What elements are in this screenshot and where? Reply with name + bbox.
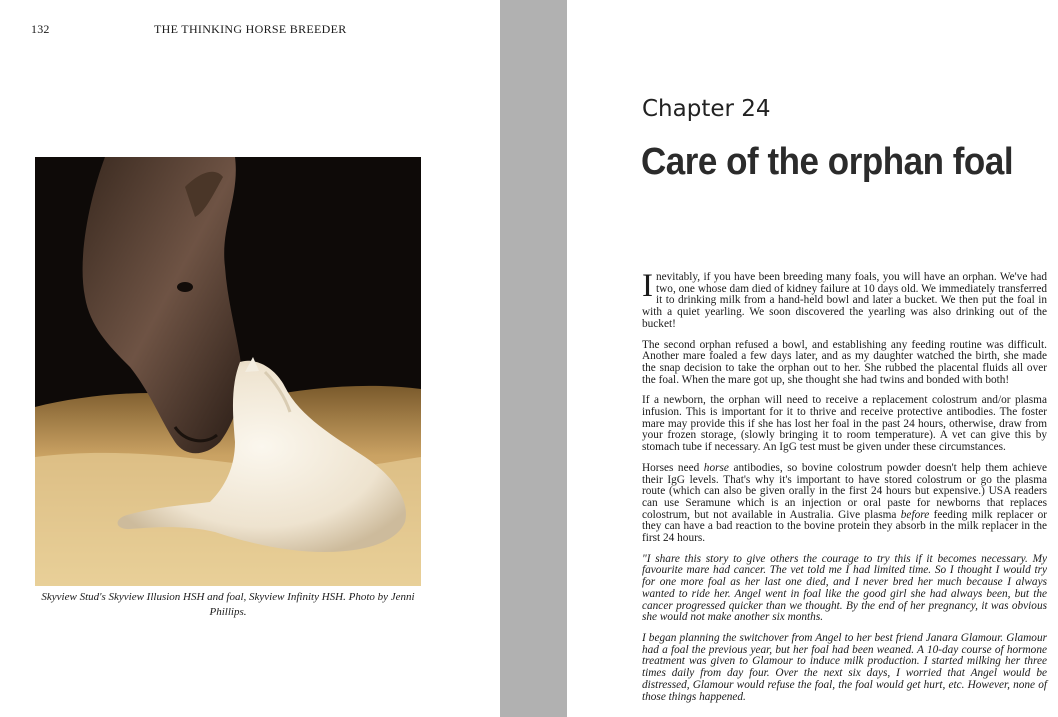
paragraph-2: The second orphan refused a bowl, and establishing any feeding routine was difficult. Another mare foaled a few days later, and as my daughter watched the birth, she made the snap decision to take the orphan out to her. She rubbed the placental fluids all over the foal. When the mare got up, she thought she had twins and bonded with both! xyxy=(642,338,1047,386)
paragraph-1-text: nevitably, if you have been breeding many foals, you will have an orphan. We've had two, one whose dam died of kidney failure at 10 days old. We immediately transferred it to drinking milk from a hand-held bowl and later a bucket. We then put the foal in with a quiet yearling. We soon discovered the yearling was also drinking out of the bucket! xyxy=(642,271,1047,330)
page-number: 132 xyxy=(31,22,50,36)
emphasis-before: before xyxy=(900,508,930,521)
left-page xyxy=(0,0,500,717)
paragraph-1 xyxy=(642,268,1047,331)
right-page xyxy=(567,0,1058,717)
photo-caption: Skyview Stud's Skyview Illusion HSH and foal, Skyview Infinity HSH. Photo by Jenni Phillips. xyxy=(41,591,415,618)
paragraph-4-part-c: feeding milk replacer or they can have a bad reaction to the bovine protein they absorb in the milk replacer in the first 24 hours. xyxy=(642,508,1047,545)
paragraph-3: If a newborn, the orphan will need to receive a replacement colostrum and/or plasma infusion. This is important for it to thrive and receive protective antibodies. The foster mare may provide this if she has lost her foal in the past 24 hours, otherwise, draw from your frozen storage, (slowly bringing it to room temperature). A vet can give this by stomach tube if necessary. An IgG test must be given under these circumstances. xyxy=(642,394,1047,454)
quote-paragraph-1: "I share this story to give others the courage to try this if it becomes necessary. My favourite mare had cancer. The vet told me I had limited time. So I thought I would try for one more foal as her last one died, and I never bred her much because I always wanted to ride her. Angel went in foal like the good girl she had always been, but the cancer progressed quicker than we thought. By the end of her pregnancy, it was obvious she would not make another six months. xyxy=(642,552,1047,624)
paragraph-4 xyxy=(642,463,1047,545)
quote-paragraph-2: I began planning the switchover from Angel to her best friend Janara Glamour. Glamour had a foal the previous year, but her foal had been weaned. A 10-day course of hormone treatment was given to Glamour to induce milk production. I started milking her three times daily from day four. Over the next six days, I worried that Angel would be distressed, Glamour would refuse the foal, the foal would get hurt, etc. However, none of those things happened. xyxy=(642,631,1047,703)
emphasis-horse: horse xyxy=(703,461,729,474)
running-head: THE THINKING HORSE BREEDER xyxy=(154,22,347,36)
mare-and-foal-photo xyxy=(35,157,421,586)
page-gutter xyxy=(500,0,567,717)
drop-cap: I xyxy=(642,268,653,304)
paragraph-4-part-a: Horses need xyxy=(642,461,704,474)
photo-illustration xyxy=(35,157,421,586)
paragraph-4-part-b: antibodies, so bovine colostrum powder doesn't help them achieve their IgG levels. That's why it's important to have stored colostrum or go the plasma route (which can also be given orally in the first 24 hours but expensive.) USA readers can use Seramune which is an injection or oral paste for newborns that replaces colostrum, but not available in Australia. Give plasma xyxy=(642,461,1047,521)
chapter-body xyxy=(642,268,1047,712)
chapter-number: Chapter 24 xyxy=(642,96,771,122)
chapter-title: Care of the orphan foal xyxy=(641,141,1014,183)
